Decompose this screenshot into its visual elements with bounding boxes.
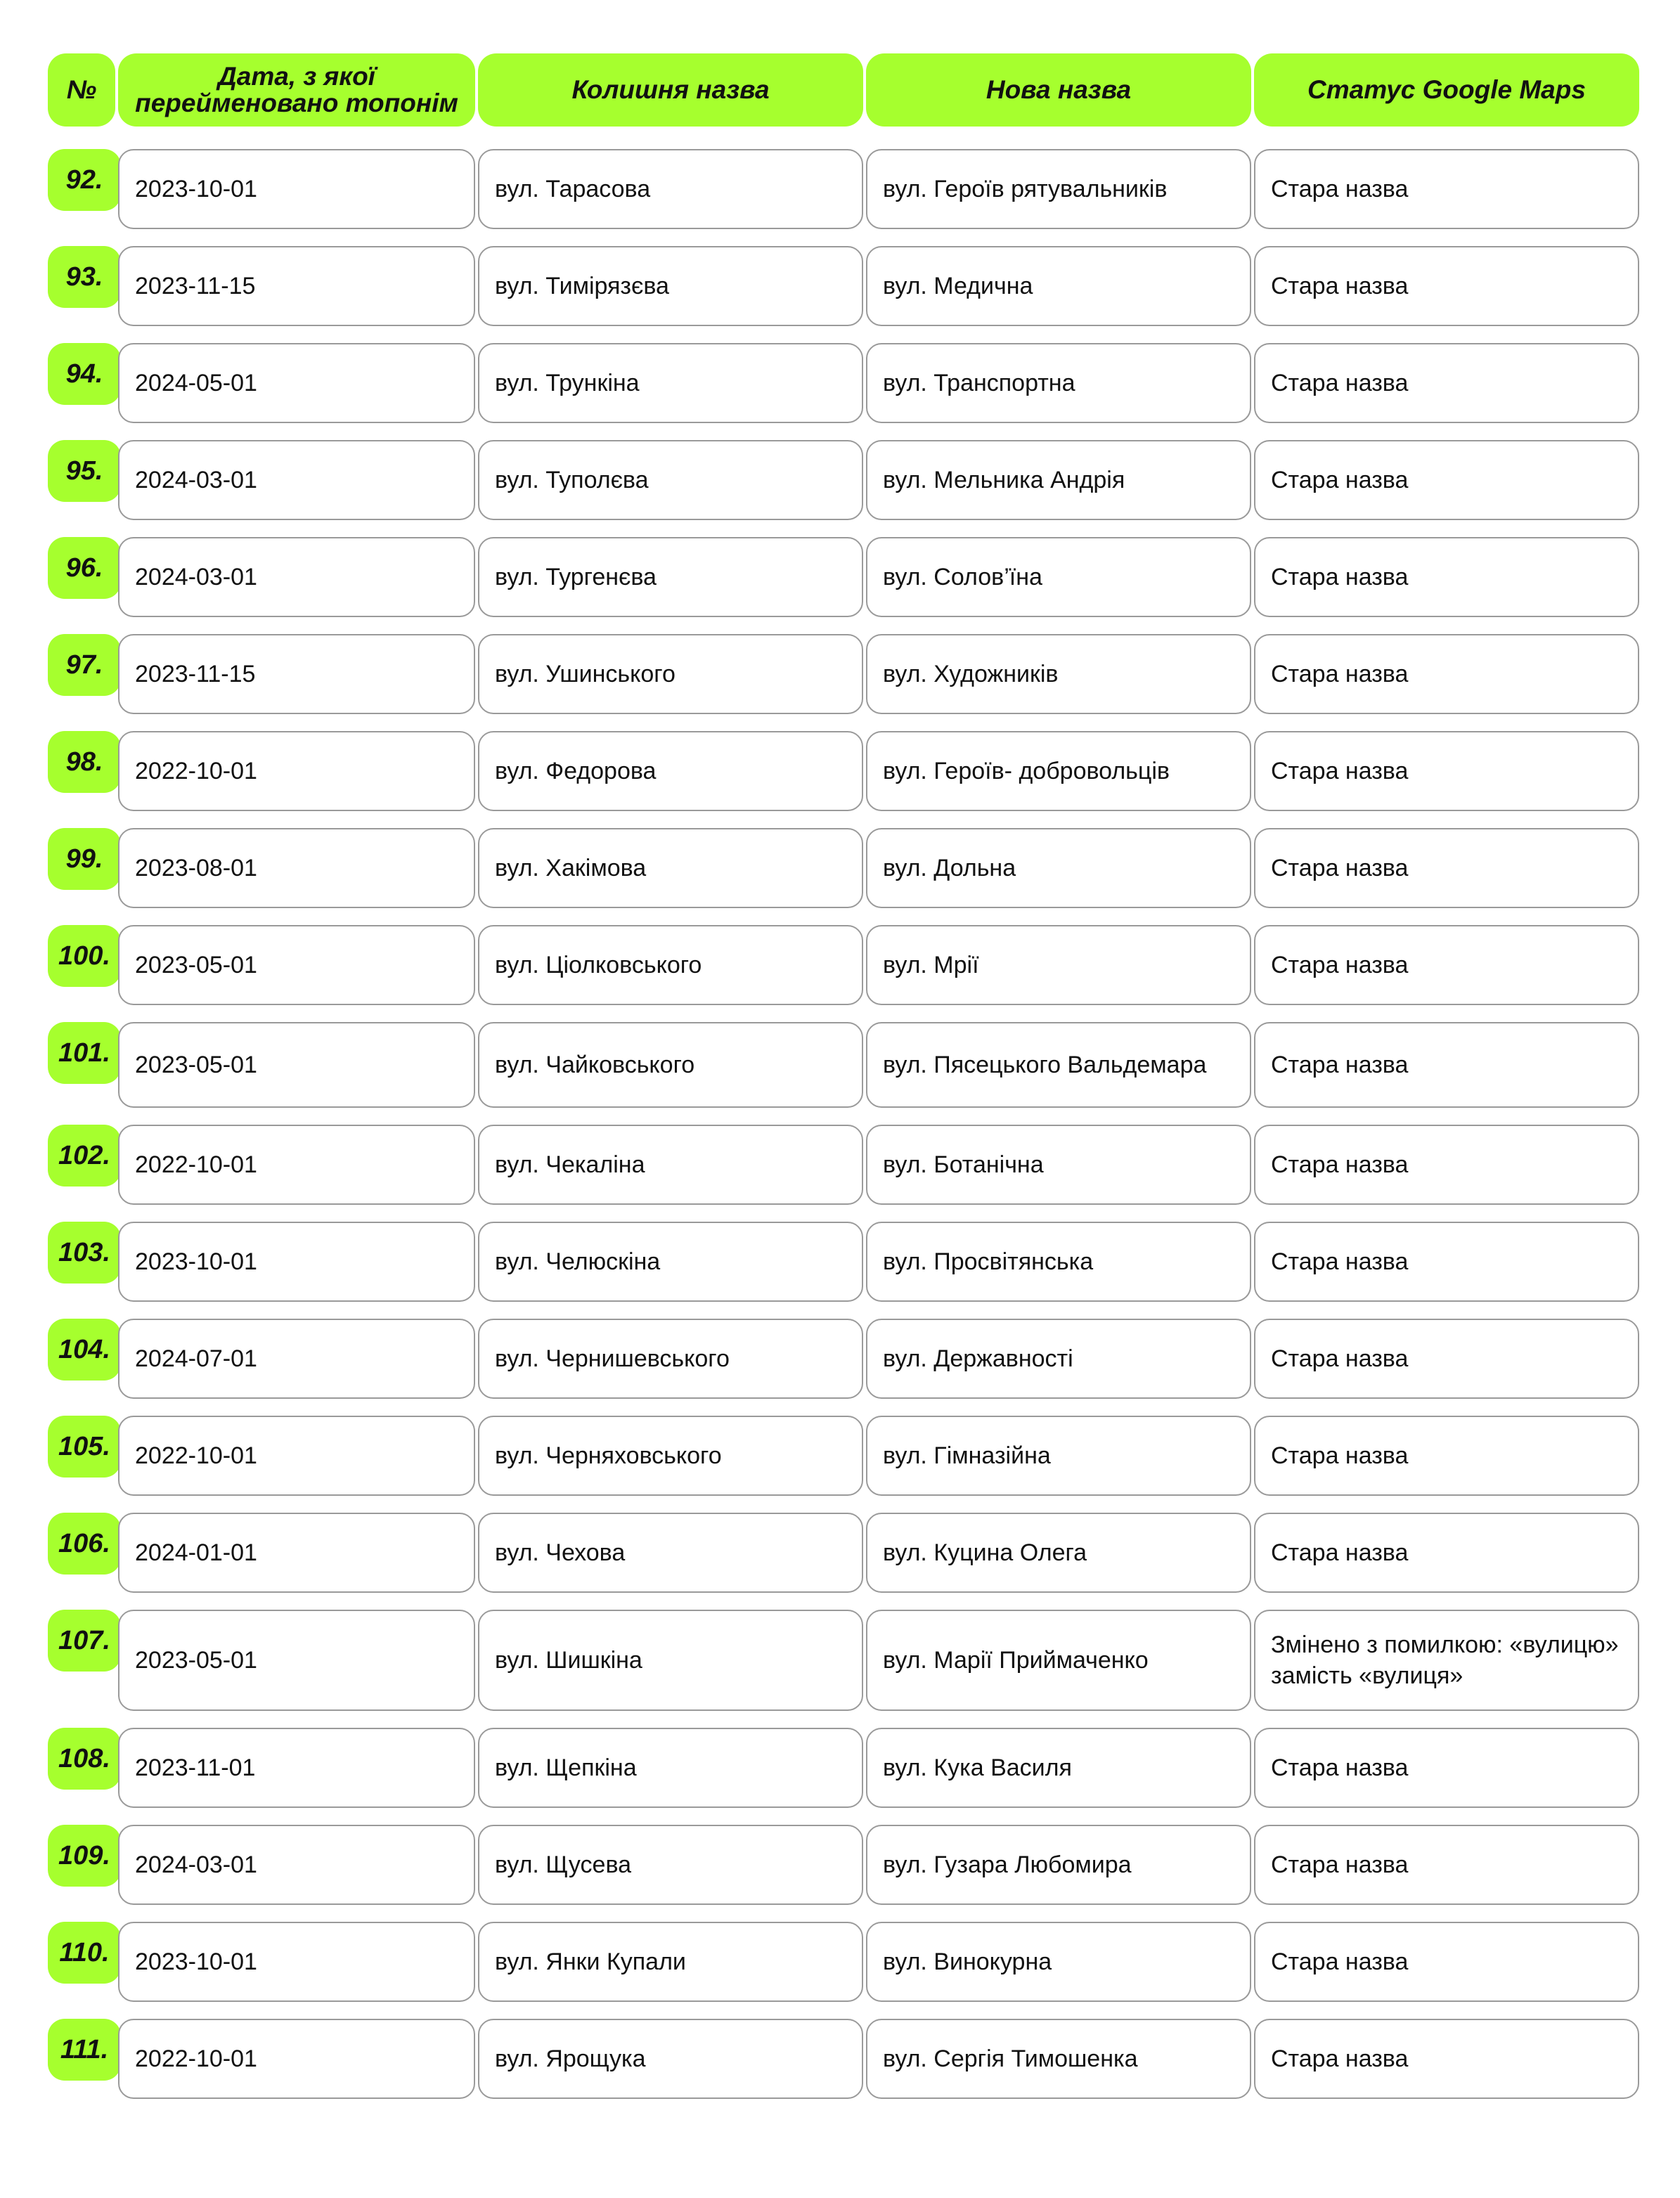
new-name-cell: вул. Мрії	[866, 925, 1251, 1005]
status-cell: Стара назва	[1254, 2019, 1639, 2099]
status-cell: Змінено з помилкою: «вулицю» замість «вулиця»	[1254, 1610, 1639, 1711]
row-number-badge: 99.	[48, 828, 121, 890]
table-row	[48, 925, 1639, 1005]
header-number: №	[48, 53, 115, 127]
row-number-badge: 110.	[48, 1922, 121, 1984]
old-name-cell: вул. Щепкіна	[478, 1728, 863, 1808]
status-cell: Стара назва	[1254, 440, 1639, 520]
row-number-badge: 101.	[48, 1022, 121, 1084]
row-number-badge: 106.	[48, 1513, 121, 1575]
status-cell: Стара назва	[1254, 731, 1639, 811]
date-cell: 2024-01-01	[118, 1513, 475, 1593]
date-cell: 2023-10-01	[118, 1922, 475, 2002]
new-name-cell: вул. Кука Василя	[866, 1728, 1251, 1808]
row-number-badge: 97.	[48, 634, 121, 696]
new-name-cell: вул. Героїв- добровольців	[866, 731, 1251, 811]
new-name-cell: вул. Державності	[866, 1319, 1251, 1399]
row-number-cell	[48, 2019, 115, 2099]
header-old-name: Колишня назва	[478, 53, 863, 127]
row-number-cell	[48, 343, 115, 423]
date-cell: 2023-10-01	[118, 1222, 475, 1302]
new-name-cell: вул. Просвітянська	[866, 1222, 1251, 1302]
new-name-cell: вул. Героїв рятувальників	[866, 149, 1251, 229]
status-cell: Стара назва	[1254, 1022, 1639, 1108]
date-cell: 2024-03-01	[118, 537, 475, 617]
old-name-cell: вул. Трункіна	[478, 343, 863, 423]
row-number-badge: 94.	[48, 343, 121, 405]
table-row	[48, 1125, 1639, 1205]
table-row	[48, 1825, 1639, 1905]
date-cell: 2023-11-15	[118, 634, 475, 714]
row-number-cell	[48, 1922, 115, 2002]
date-cell: 2023-08-01	[118, 828, 475, 908]
table-row	[48, 1416, 1639, 1496]
old-name-cell: вул. Хакімова	[478, 828, 863, 908]
row-number-cell	[48, 828, 115, 908]
new-name-cell: вул. Дольна	[866, 828, 1251, 908]
status-cell: Стара назва	[1254, 925, 1639, 1005]
old-name-cell: вул. Ушинського	[478, 634, 863, 714]
date-cell: 2023-05-01	[118, 1610, 475, 1711]
status-cell: Стара назва	[1254, 1922, 1639, 2002]
table-row	[48, 1513, 1639, 1593]
date-cell: 2023-11-01	[118, 1728, 475, 1808]
table-row	[48, 440, 1639, 520]
date-cell: 2022-10-01	[118, 2019, 475, 2099]
row-number-badge: 100.	[48, 925, 121, 987]
date-cell: 2023-05-01	[118, 925, 475, 1005]
row-number-cell	[48, 731, 115, 811]
status-cell: Стара назва	[1254, 1728, 1639, 1808]
new-name-cell: вул. Художників	[866, 634, 1251, 714]
row-number-cell	[48, 1728, 115, 1808]
new-name-cell: вул. Винокурна	[866, 1922, 1251, 2002]
row-number-cell	[48, 1222, 115, 1302]
old-name-cell: вул. Шишкіна	[478, 1610, 863, 1711]
old-name-cell: вул. Челюскіна	[478, 1222, 863, 1302]
row-number-badge: 104.	[48, 1319, 121, 1381]
new-name-cell: вул. Медична	[866, 246, 1251, 326]
row-number-cell	[48, 1610, 115, 1711]
renaming-table	[48, 53, 1639, 2116]
row-number-badge: 93.	[48, 246, 121, 308]
date-cell: 2022-10-01	[118, 731, 475, 811]
row-number-badge: 103.	[48, 1222, 121, 1284]
row-number-cell	[48, 1319, 115, 1399]
row-number-badge: 96.	[48, 537, 121, 599]
row-number-badge: 108.	[48, 1728, 121, 1790]
row-number-cell	[48, 440, 115, 520]
new-name-cell: вул. Гузара Любомира	[866, 1825, 1251, 1905]
date-cell: 2023-10-01	[118, 149, 475, 229]
status-cell: Стара назва	[1254, 1416, 1639, 1496]
table-header	[48, 53, 1639, 127]
old-name-cell: вул. Щусева	[478, 1825, 863, 1905]
status-cell: Стара назва	[1254, 149, 1639, 229]
old-name-cell: вул. Чекаліна	[478, 1125, 863, 1205]
row-number-cell	[48, 925, 115, 1005]
old-name-cell: вул. Ціолковського	[478, 925, 863, 1005]
old-name-cell: вул. Янки Купали	[478, 1922, 863, 2002]
status-cell: Стара назва	[1254, 537, 1639, 617]
table-row	[48, 1610, 1639, 1711]
old-name-cell: вул. Тимірязєва	[478, 246, 863, 326]
row-number-cell	[48, 1513, 115, 1593]
table-row	[48, 537, 1639, 617]
old-name-cell: вул. Чайковського	[478, 1022, 863, 1108]
date-cell: 2023-05-01	[118, 1022, 475, 1108]
table-row	[48, 1022, 1639, 1108]
status-cell: Стара назва	[1254, 828, 1639, 908]
row-number-cell	[48, 1022, 115, 1108]
status-cell: Стара назва	[1254, 1825, 1639, 1905]
old-name-cell: вул. Чернишевського	[478, 1319, 863, 1399]
new-name-cell: вул. Сергія Тимошенка	[866, 2019, 1251, 2099]
row-number-cell	[48, 1416, 115, 1496]
table-row	[48, 1319, 1639, 1399]
date-cell: 2024-07-01	[118, 1319, 475, 1399]
new-name-cell: вул. Ботанічна	[866, 1125, 1251, 1205]
status-cell: Стара назва	[1254, 634, 1639, 714]
date-cell: 2022-10-01	[118, 1416, 475, 1496]
status-cell: Стара назва	[1254, 246, 1639, 326]
old-name-cell: вул. Ярощука	[478, 2019, 863, 2099]
date-cell: 2023-11-15	[118, 246, 475, 326]
row-number-badge: 98.	[48, 731, 121, 793]
new-name-cell: вул. Мельника Андрія	[866, 440, 1251, 520]
row-number-badge: 102.	[48, 1125, 121, 1187]
header-new-name: Нова назва	[866, 53, 1251, 127]
status-cell: Стара назва	[1254, 343, 1639, 423]
table-row	[48, 246, 1639, 326]
row-number-cell	[48, 246, 115, 326]
row-number-cell	[48, 537, 115, 617]
row-number-cell	[48, 1825, 115, 1905]
row-number-badge: 111.	[48, 2019, 121, 2081]
status-cell: Стара назва	[1254, 1319, 1639, 1399]
table-body	[48, 149, 1639, 2116]
old-name-cell: вул. Черняховського	[478, 1416, 863, 1496]
date-cell: 2022-10-01	[118, 1125, 475, 1205]
date-cell: 2024-03-01	[118, 440, 475, 520]
table-row	[48, 634, 1639, 714]
table-row	[48, 1922, 1639, 2002]
old-name-cell: вул. Тургенєва	[478, 537, 863, 617]
date-cell: 2024-05-01	[118, 343, 475, 423]
table-row	[48, 1222, 1639, 1302]
row-number-cell	[48, 1125, 115, 1205]
table-row	[48, 828, 1639, 908]
new-name-cell: вул. Гімназійна	[866, 1416, 1251, 1496]
row-number-badge: 107.	[48, 1610, 121, 1672]
row-number-badge: 92.	[48, 149, 121, 211]
header-google-maps-status: Статус Google Maps	[1254, 53, 1639, 127]
old-name-cell: вул. Туполєва	[478, 440, 863, 520]
new-name-cell: вул. Транспортна	[866, 343, 1251, 423]
table-row	[48, 1728, 1639, 1808]
row-number-cell	[48, 149, 115, 229]
old-name-cell: вул. Тарасова	[478, 149, 863, 229]
date-cell: 2024-03-01	[118, 1825, 475, 1905]
status-cell: Стара назва	[1254, 1222, 1639, 1302]
new-name-cell: вул. Марії Приймаченко	[866, 1610, 1251, 1711]
row-number-badge: 105.	[48, 1416, 121, 1478]
row-number-cell	[48, 634, 115, 714]
table-row	[48, 731, 1639, 811]
header-date: Дата, з якої перейменовано топонім	[118, 53, 475, 127]
row-number-badge: 95.	[48, 440, 121, 502]
status-cell: Стара назва	[1254, 1125, 1639, 1205]
table-row	[48, 149, 1639, 229]
new-name-cell: вул. Пясецького Вальдемара	[866, 1022, 1251, 1108]
row-number-badge: 109.	[48, 1825, 121, 1887]
new-name-cell: вул. Куцина Олега	[866, 1513, 1251, 1593]
old-name-cell: вул. Федорова	[478, 731, 863, 811]
table-row	[48, 343, 1639, 423]
status-cell: Стара назва	[1254, 1513, 1639, 1593]
old-name-cell: вул. Чехова	[478, 1513, 863, 1593]
table-row	[48, 2019, 1639, 2099]
new-name-cell: вул. Солов’їна	[866, 537, 1251, 617]
